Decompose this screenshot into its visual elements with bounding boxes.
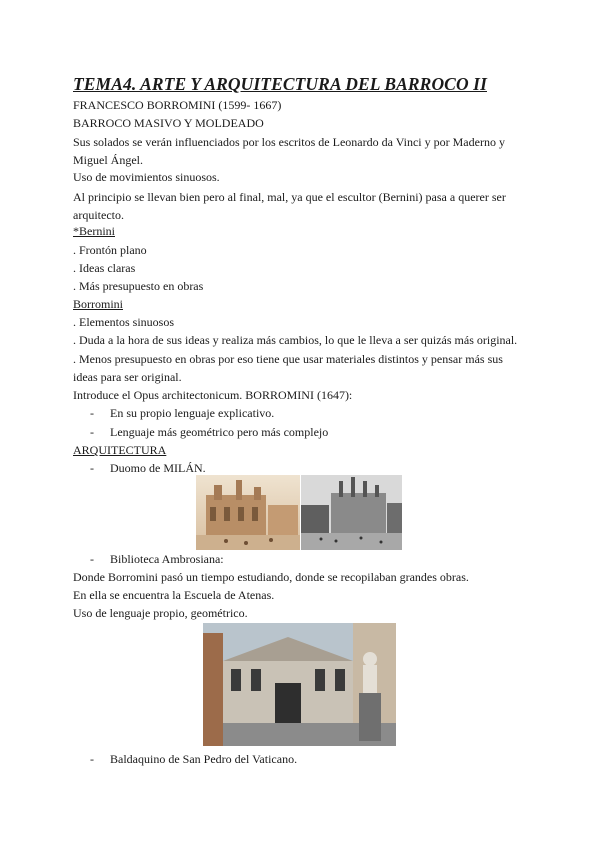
biblioteca-item: Biblioteca Ambrosiana: [110,552,224,566]
bullet-dash: - [90,461,94,475]
architecture-heading: ARQUITECTURA [73,443,167,457]
bullet-dash: - [90,406,94,420]
movement-line: Uso de movimientos sinuosos. [73,170,220,184]
opus-item: Lenguaje más geométrico pero más complejo [110,425,329,439]
borromini-item: . Duda a la hora de sus ideas y realiza más cambios, lo que le lleva a ser quizás más original. [73,333,518,347]
biblioteca-line: Uso de lenguaje propio, geométrico. [73,606,248,620]
style-line: BARROCO MASIVO Y MOLDEADO [73,116,264,130]
influences-paragraph: Sus solados se verán influenciados por los escritos de Leonardo da Vinci y por Maderno y Miguel Ángel. [73,135,505,167]
bernini-item: . Ideas claras [73,261,136,275]
baldaquino-item: Baldaquino de San Pedro del Vaticano. [110,752,298,766]
borromini-heading: Borromini [73,297,123,311]
duomo-item: Duomo de MILÁN. [110,461,206,475]
bernini-item: . Frontón plano [73,243,147,257]
bullet-dash: - [90,752,94,766]
opus-item: En su propio lenguaje explicativo. [110,406,275,420]
biblioteca-line: Donde Borromini pasó un tiempo estudiando, donde se recopilaban grandes obras. [73,570,469,584]
borromini-item: . Menos presupuesto en obras por eso tiene que usar materiales distintos y pensar más sus ideas para ser original. [73,352,503,384]
bernini-item: . Más presupuesto en obras [73,279,204,293]
borromini-item: . Elementos sinuosos [73,315,174,329]
duomo-sepia-photo [196,475,300,550]
bullet-dash: - [90,552,94,566]
page-title: TEMA4. ARTE Y ARQUITECTURA DEL BARROCO II [73,74,487,94]
bullet-dash: - [90,425,94,439]
biblioteca-ambrosiana-photo [203,623,396,746]
bernini-heading: *Bernini [73,224,115,238]
relation-paragraph: Al principio se llevan bien pero al final, mal, ya que el escultor (Bernini) pasa a querer ser arquitecto. [73,190,506,222]
author-line: FRANCESCO BORROMINI (1599- 1667) [73,98,282,112]
opus-line: Introduce el Opus architectonicum. BORROMINI (1647): [73,388,353,402]
biblioteca-line: En ella se encuentra la Escuela de Atenas. [73,588,275,602]
duomo-bw-photo [301,475,402,550]
